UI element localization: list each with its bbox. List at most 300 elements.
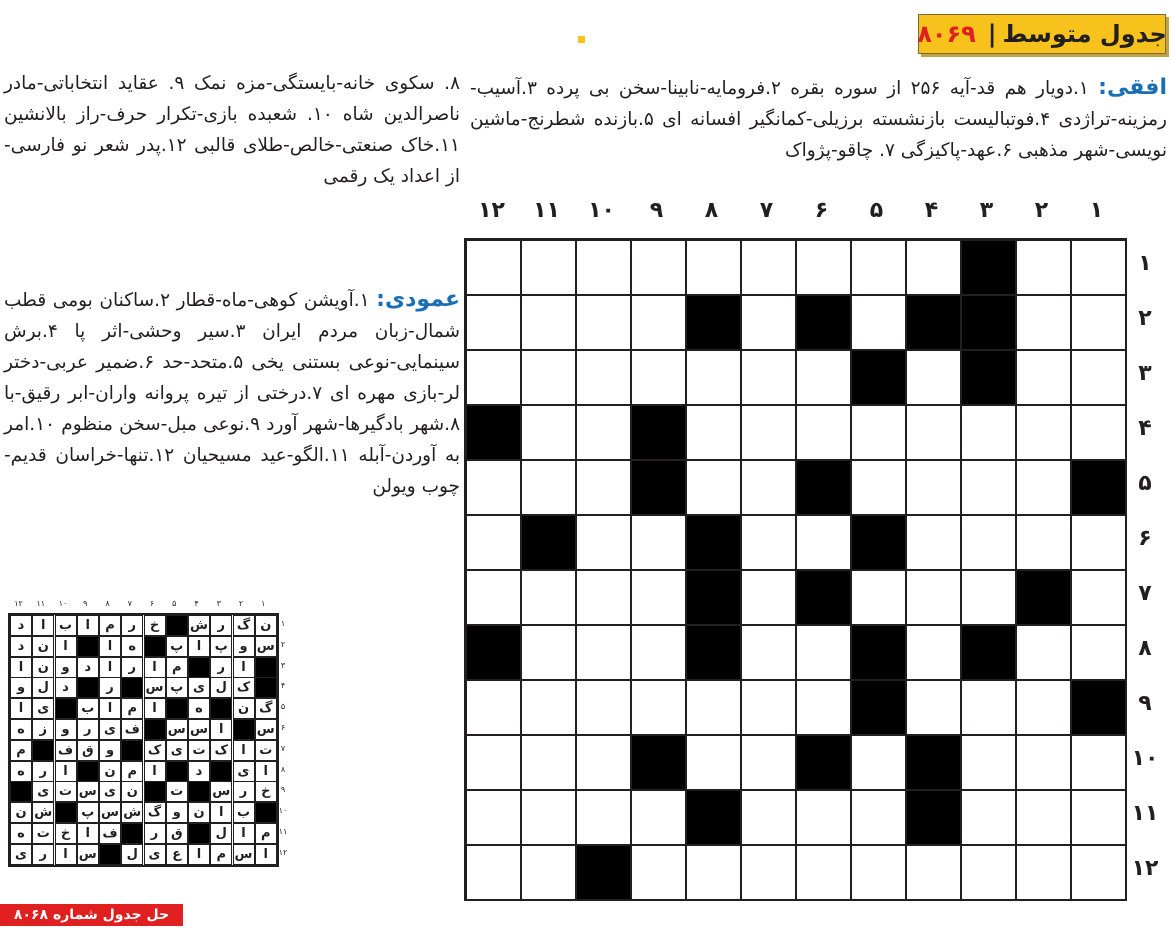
solution-cell: ن	[121, 781, 143, 802]
grid-block	[1071, 680, 1126, 735]
grid-cell[interactable]	[906, 845, 961, 900]
solution-column-number: ۲	[238, 599, 244, 608]
grid-cell[interactable]	[576, 680, 631, 735]
solution-cell: ا	[99, 636, 121, 657]
solution-cell: ن	[233, 698, 255, 719]
grid-block	[686, 515, 741, 570]
grid-cell[interactable]	[576, 240, 631, 295]
solution-cell: ه	[188, 698, 210, 719]
solution-row-number: ۵	[280, 702, 286, 712]
grid-block	[961, 350, 1016, 405]
solution-cell: س	[188, 719, 210, 740]
grid-block	[631, 735, 686, 790]
grid-block	[796, 460, 851, 515]
solution-block	[144, 781, 166, 802]
solution-row-number: ۴	[280, 681, 286, 691]
grid-cell[interactable]	[1016, 625, 1071, 680]
grid-cell[interactable]	[906, 405, 961, 460]
solution-block	[255, 802, 277, 823]
solution-cell: ل	[32, 677, 54, 698]
solution-column-number: ۸	[105, 599, 110, 608]
grid-block	[906, 735, 961, 790]
horizontal-clues-continued	[4, 68, 460, 192]
grid-block	[796, 735, 851, 790]
grid-cell[interactable]	[521, 570, 576, 625]
solution-block	[144, 719, 166, 740]
grid-block	[851, 350, 906, 405]
grid-cell[interactable]	[576, 350, 631, 405]
grid-cell[interactable]	[521, 460, 576, 515]
grid-block	[686, 295, 741, 350]
solution-cell: ن	[32, 657, 54, 678]
grid-block	[961, 295, 1016, 350]
solution-cell: ن	[32, 636, 54, 657]
column-number: ۶	[814, 198, 829, 223]
grid-cell[interactable]	[906, 625, 961, 680]
solution-cell: س	[77, 844, 99, 865]
solution-cell: ا	[188, 844, 210, 865]
grid-block	[631, 405, 686, 460]
solution-block	[99, 844, 121, 865]
solution-block	[188, 657, 210, 678]
solution-cell: ک	[144, 740, 166, 761]
grid-cell[interactable]	[631, 790, 686, 845]
grid-cell[interactable]	[851, 845, 906, 900]
grid-block	[796, 295, 851, 350]
solution-cell: ا	[255, 844, 277, 865]
row-number: ۴	[1138, 416, 1152, 441]
solution-cell: ه	[10, 761, 32, 782]
row-number: ۹	[1138, 691, 1152, 716]
row-number: ۳	[1138, 361, 1152, 386]
solution-column-number: ۹	[83, 599, 88, 608]
row-number: ۷	[1138, 581, 1152, 606]
solution-cell: پ	[77, 802, 99, 823]
grid-cell[interactable]	[1016, 845, 1071, 900]
grid-block	[686, 570, 741, 625]
grid-cell[interactable]	[796, 240, 851, 295]
solution-label: حل جدول شماره ۸۰۶۸	[0, 904, 183, 926]
grid-cell[interactable]	[741, 295, 796, 350]
solution-cell: ر	[121, 615, 143, 636]
grid-cell[interactable]	[686, 350, 741, 405]
solution-block	[121, 740, 143, 761]
solution-cell: خ	[255, 781, 277, 802]
row-number: ۵	[1138, 471, 1152, 496]
solution-cell: س	[166, 719, 188, 740]
solution-cell: و	[10, 677, 32, 698]
solution-cell: ت	[188, 740, 210, 761]
row-number: ۱۰	[1131, 746, 1159, 771]
solution-cell: پ	[166, 677, 188, 698]
grid-cell[interactable]	[576, 295, 631, 350]
grid-cell[interactable]	[1016, 680, 1071, 735]
grid-cell[interactable]	[851, 735, 906, 790]
solution-cell: و	[99, 740, 121, 761]
grid-cell[interactable]	[961, 460, 1016, 515]
solution-column-number: ۱۱	[36, 599, 46, 608]
solution-cell: ب	[233, 802, 255, 823]
grid-cell[interactable]	[1071, 845, 1126, 900]
grid-cell[interactable]	[961, 790, 1016, 845]
grid-cell[interactable]	[741, 845, 796, 900]
grid-cell[interactable]	[521, 350, 576, 405]
column-number: ۵	[869, 198, 884, 223]
grid-cell[interactable]	[851, 405, 906, 460]
grid-cell[interactable]	[851, 460, 906, 515]
grid-cell[interactable]	[686, 680, 741, 735]
row-number: ۲	[1138, 306, 1152, 331]
grid-cell[interactable]	[631, 570, 686, 625]
grid-cell[interactable]	[741, 790, 796, 845]
grid-cell[interactable]	[906, 570, 961, 625]
grid-cell[interactable]	[796, 845, 851, 900]
grid-block	[851, 515, 906, 570]
column-number: ۷	[759, 198, 774, 223]
solution-column-number: ۳	[216, 599, 221, 608]
grid-cell[interactable]	[1071, 405, 1126, 460]
solution-cell: ف	[121, 719, 143, 740]
grid-cell[interactable]	[631, 515, 686, 570]
grid-cell[interactable]	[631, 625, 686, 680]
grid-cell[interactable]	[631, 240, 686, 295]
puzzle-title-label: جدول متوسط	[1002, 20, 1167, 48]
grid-cell[interactable]	[741, 460, 796, 515]
grid-cell[interactable]	[466, 240, 521, 295]
solution-cell: پ	[210, 636, 232, 657]
solution-row-number: ۱۰	[278, 806, 288, 816]
grid-cell[interactable]	[576, 625, 631, 680]
solution-grid	[8, 613, 279, 867]
grid-cell[interactable]	[686, 405, 741, 460]
solution-cell: ز	[32, 719, 54, 740]
decorative-dot	[578, 36, 585, 43]
grid-block	[1016, 570, 1071, 625]
solution-cell: ب	[55, 615, 77, 636]
horizontal-clue-text: ۱.دویار هم قد-آیه ۲۵۶ از سوره بقره ۲.فرومایه-نابینا-سخن بی پرده ۳.آسیب-رمزینه-تراژدی ۴.فوتبالیست بازنشسته برزیلی-کمانگیر افسانه ای ۵.بازنده شطرنج-ماشین نویسی-شهر مذهبی ۶.عهد-پاکیزگی ۷. چاقو-پژواک	[470, 78, 1167, 161]
grid-block	[1071, 460, 1126, 515]
solution-cell: م	[99, 615, 121, 636]
grid-cell[interactable]	[686, 735, 741, 790]
grid-cell[interactable]	[631, 350, 686, 405]
solution-cell: ا	[10, 657, 32, 678]
solution-cell: ق	[77, 740, 99, 761]
grid-cell[interactable]	[961, 405, 1016, 460]
grid-cell[interactable]	[466, 295, 521, 350]
solution-block	[77, 761, 99, 782]
solution-cell: ر	[121, 657, 143, 678]
grid-cell[interactable]	[961, 515, 1016, 570]
solution-block	[77, 636, 99, 657]
grid-cell[interactable]	[686, 845, 741, 900]
solution-cell: ت	[32, 823, 54, 844]
horizontal-heading: افقی:	[1098, 75, 1168, 100]
solution-block	[166, 698, 188, 719]
solution-cell: ا	[55, 636, 77, 657]
solution-cell: م	[210, 844, 232, 865]
grid-cell[interactable]	[521, 240, 576, 295]
grid-block	[851, 680, 906, 735]
grid-cell[interactable]	[906, 680, 961, 735]
grid-cell[interactable]	[906, 515, 961, 570]
grid-cell[interactable]	[741, 735, 796, 790]
solution-block	[121, 677, 143, 698]
solution-cell: ی	[10, 844, 32, 865]
solution-cell: ن	[99, 761, 121, 782]
grid-cell[interactable]	[576, 735, 631, 790]
solution-cell: و	[166, 802, 188, 823]
grid-cell[interactable]	[1016, 350, 1071, 405]
grid-cell[interactable]	[1016, 405, 1071, 460]
grid-block	[466, 625, 521, 680]
grid-cell[interactable]	[576, 790, 631, 845]
solution-cell: ی	[166, 740, 188, 761]
grid-cell[interactable]	[686, 240, 741, 295]
solution-cell: ش	[188, 615, 210, 636]
grid-cell[interactable]	[466, 570, 521, 625]
solution-cell: د	[10, 636, 32, 657]
solution-row-number: ۱	[280, 619, 286, 628]
solution-cell: ر	[144, 823, 166, 844]
row-number: ۱۲	[1131, 856, 1159, 881]
column-number: ۲	[1034, 198, 1049, 223]
grid-cell[interactable]	[796, 350, 851, 405]
grid-block	[961, 240, 1016, 295]
grid-cell[interactable]	[686, 460, 741, 515]
solution-cell: خ	[55, 823, 77, 844]
grid-cell[interactable]	[796, 515, 851, 570]
solution-row-number: ۷	[280, 743, 286, 753]
solution-column-number: ۵	[172, 599, 177, 608]
grid-cell[interactable]	[1016, 790, 1071, 845]
grid-cell[interactable]	[1016, 240, 1071, 295]
solution-cell: س	[77, 781, 99, 802]
grid-cell[interactable]	[1071, 790, 1126, 845]
grid-cell[interactable]	[796, 405, 851, 460]
grid-cell[interactable]	[906, 350, 961, 405]
grid-cell[interactable]	[1016, 460, 1071, 515]
puzzle-number: ۸۰۶۹	[917, 20, 976, 48]
grid-cell[interactable]	[521, 790, 576, 845]
grid-cell[interactable]	[906, 460, 961, 515]
solution-cell: ب	[77, 698, 99, 719]
solution-block	[255, 657, 277, 678]
grid-cell[interactable]	[741, 405, 796, 460]
solution-cell: ا	[77, 615, 99, 636]
solution-cell: و	[55, 657, 77, 678]
solution-cell: ی	[32, 781, 54, 802]
grid-cell[interactable]	[906, 240, 961, 295]
solution-cell: ا	[233, 823, 255, 844]
grid-cell[interactable]	[1071, 240, 1126, 295]
solution-cell: گ	[144, 802, 166, 823]
solution-cell: س	[255, 719, 277, 740]
grid-cell[interactable]	[851, 790, 906, 845]
solution-column-number: ۷	[127, 599, 132, 608]
solution-cell: ی	[144, 844, 166, 865]
solution-cell: ن	[188, 802, 210, 823]
solution-cell: ا	[55, 761, 77, 782]
grid-cell[interactable]	[741, 240, 796, 295]
solution-row-number: ۲	[280, 639, 286, 649]
grid-cell[interactable]	[1071, 735, 1126, 790]
solution-cell: د	[188, 761, 210, 782]
grid-cell[interactable]	[961, 735, 1016, 790]
title-separator: |	[987, 20, 997, 48]
solution-cell: ت	[255, 740, 277, 761]
solution-cell: ی	[99, 781, 121, 802]
row-number: ۱	[1138, 251, 1152, 276]
solution-row-number: ۹	[280, 785, 286, 795]
grid-cell[interactable]	[521, 845, 576, 900]
grid-block	[686, 790, 741, 845]
grid-cell[interactable]	[1071, 570, 1126, 625]
solution-block	[32, 740, 54, 761]
solution-cell: ه	[10, 823, 32, 844]
solution-cell: ا	[144, 657, 166, 678]
grid-cell[interactable]	[851, 570, 906, 625]
grid-cell[interactable]	[741, 350, 796, 405]
solution-column-number: ۱۲	[14, 599, 23, 608]
solution-cell: ر	[99, 677, 121, 698]
solution-cell: ش	[121, 802, 143, 823]
solution-row-number: ۶	[280, 723, 286, 732]
grid-cell[interactable]	[851, 240, 906, 295]
grid-cell[interactable]	[741, 570, 796, 625]
grid-cell[interactable]	[961, 570, 1016, 625]
solution-cell: و	[233, 636, 255, 657]
grid-cell[interactable]	[851, 295, 906, 350]
grid-cell[interactable]	[631, 680, 686, 735]
column-number: ۳	[979, 198, 994, 223]
grid-cell[interactable]	[796, 680, 851, 735]
grid-cell[interactable]	[521, 405, 576, 460]
solution-cell: ه	[10, 719, 32, 740]
grid-block	[906, 790, 961, 845]
grid-cell[interactable]	[466, 845, 521, 900]
column-number: ۱۰	[588, 198, 615, 223]
solution-block	[210, 761, 232, 782]
solution-cell: ا	[99, 698, 121, 719]
solution-cell: ق	[166, 823, 188, 844]
solution-cell: ا	[233, 657, 255, 678]
grid-cell[interactable]	[1071, 625, 1126, 680]
solution-cell: ا	[77, 823, 99, 844]
grid-cell[interactable]	[576, 405, 631, 460]
solution-cell: ر	[77, 719, 99, 740]
grid-cell[interactable]	[796, 790, 851, 845]
grid-cell[interactable]	[961, 845, 1016, 900]
grid-cell[interactable]	[741, 680, 796, 735]
solution-cell: ت	[166, 781, 188, 802]
grid-block	[521, 515, 576, 570]
solution-cell: ش	[32, 802, 54, 823]
grid-block	[961, 625, 1016, 680]
solution-cell: و	[55, 719, 77, 740]
grid-cell[interactable]	[521, 680, 576, 735]
solution-cell: ر	[210, 615, 232, 636]
grid-cell[interactable]	[741, 515, 796, 570]
grid-block	[851, 625, 906, 680]
solution-cell: ع	[166, 844, 188, 865]
grid-cell[interactable]	[466, 790, 521, 845]
grid-cell[interactable]	[576, 460, 631, 515]
row-number: ۶	[1138, 526, 1152, 551]
grid-cell[interactable]	[521, 735, 576, 790]
solution-cell: ک	[233, 677, 255, 698]
solution-cell: ن	[255, 615, 277, 636]
solution-block	[55, 698, 77, 719]
solution-block	[10, 781, 32, 802]
grid-cell[interactable]	[631, 295, 686, 350]
solution-cell: ر	[233, 781, 255, 802]
column-number: ۱۱	[533, 198, 560, 223]
horizontal-clue-text-continued: ۸. سکوی خانه-بایستگی-مزه نمک ۹. عقاید انتخاباتی-مادر ناصرالدین شاه ۱۰. شعبده بازی-تکرار حرف-راز بالانشین ۱۱.خاک صنعتی-خالص-طلای قالبی ۱۲.پدر شعر نو فارسی-از اعداد یک رقمی	[4, 73, 460, 187]
solution-cell: ل	[210, 823, 232, 844]
grid-cell[interactable]	[576, 515, 631, 570]
solution-cell: ی	[32, 698, 54, 719]
grid-cell[interactable]	[1016, 735, 1071, 790]
solution-cell: ه	[121, 636, 143, 657]
solution-block	[166, 615, 188, 636]
grid-cell[interactable]	[466, 735, 521, 790]
grid-cell[interactable]	[1071, 295, 1126, 350]
grid-block	[686, 625, 741, 680]
solution-cell: گ	[255, 698, 277, 719]
solution-block	[121, 823, 143, 844]
crossword-grid	[464, 238, 1127, 901]
row-number: ۸	[1138, 636, 1152, 661]
grid-cell[interactable]	[1071, 515, 1126, 570]
solution-cell: ا	[55, 844, 77, 865]
grid-block	[631, 460, 686, 515]
grid-block	[576, 845, 631, 900]
grid-cell[interactable]	[631, 845, 686, 900]
solution-cell: م	[121, 698, 143, 719]
grid-cell[interactable]	[1071, 350, 1126, 405]
column-number: ۴	[924, 198, 939, 223]
grid-cell[interactable]	[1016, 295, 1071, 350]
grid-cell[interactable]	[1016, 515, 1071, 570]
grid-cell[interactable]	[576, 570, 631, 625]
solution-row-number: ۸	[280, 764, 286, 774]
column-number: ۹	[649, 198, 664, 223]
grid-cell[interactable]	[466, 350, 521, 405]
solution-cell: م	[10, 740, 32, 761]
solution-cell: ک	[210, 740, 232, 761]
grid-cell[interactable]	[466, 515, 521, 570]
solution-cell: ا	[210, 719, 232, 740]
grid-cell[interactable]	[521, 295, 576, 350]
column-number: ۱	[1089, 198, 1104, 223]
horizontal-clues	[470, 72, 1167, 166]
solution-column-number: ۶	[149, 599, 155, 608]
grid-cell[interactable]	[466, 680, 521, 735]
solution-block	[144, 636, 166, 657]
grid-cell[interactable]	[466, 460, 521, 515]
solution-cell: ا	[233, 740, 255, 761]
solution-cell: ن	[10, 802, 32, 823]
puzzle-title	[918, 14, 1166, 54]
grid-cell[interactable]	[796, 625, 851, 680]
vertical-clues	[4, 284, 460, 502]
grid-cell[interactable]	[961, 680, 1016, 735]
row-number: ۱۱	[1131, 801, 1159, 826]
solution-cell: ی	[188, 677, 210, 698]
grid-cell[interactable]	[521, 625, 576, 680]
solution-cell: ل	[121, 844, 143, 865]
grid-cell[interactable]	[741, 625, 796, 680]
